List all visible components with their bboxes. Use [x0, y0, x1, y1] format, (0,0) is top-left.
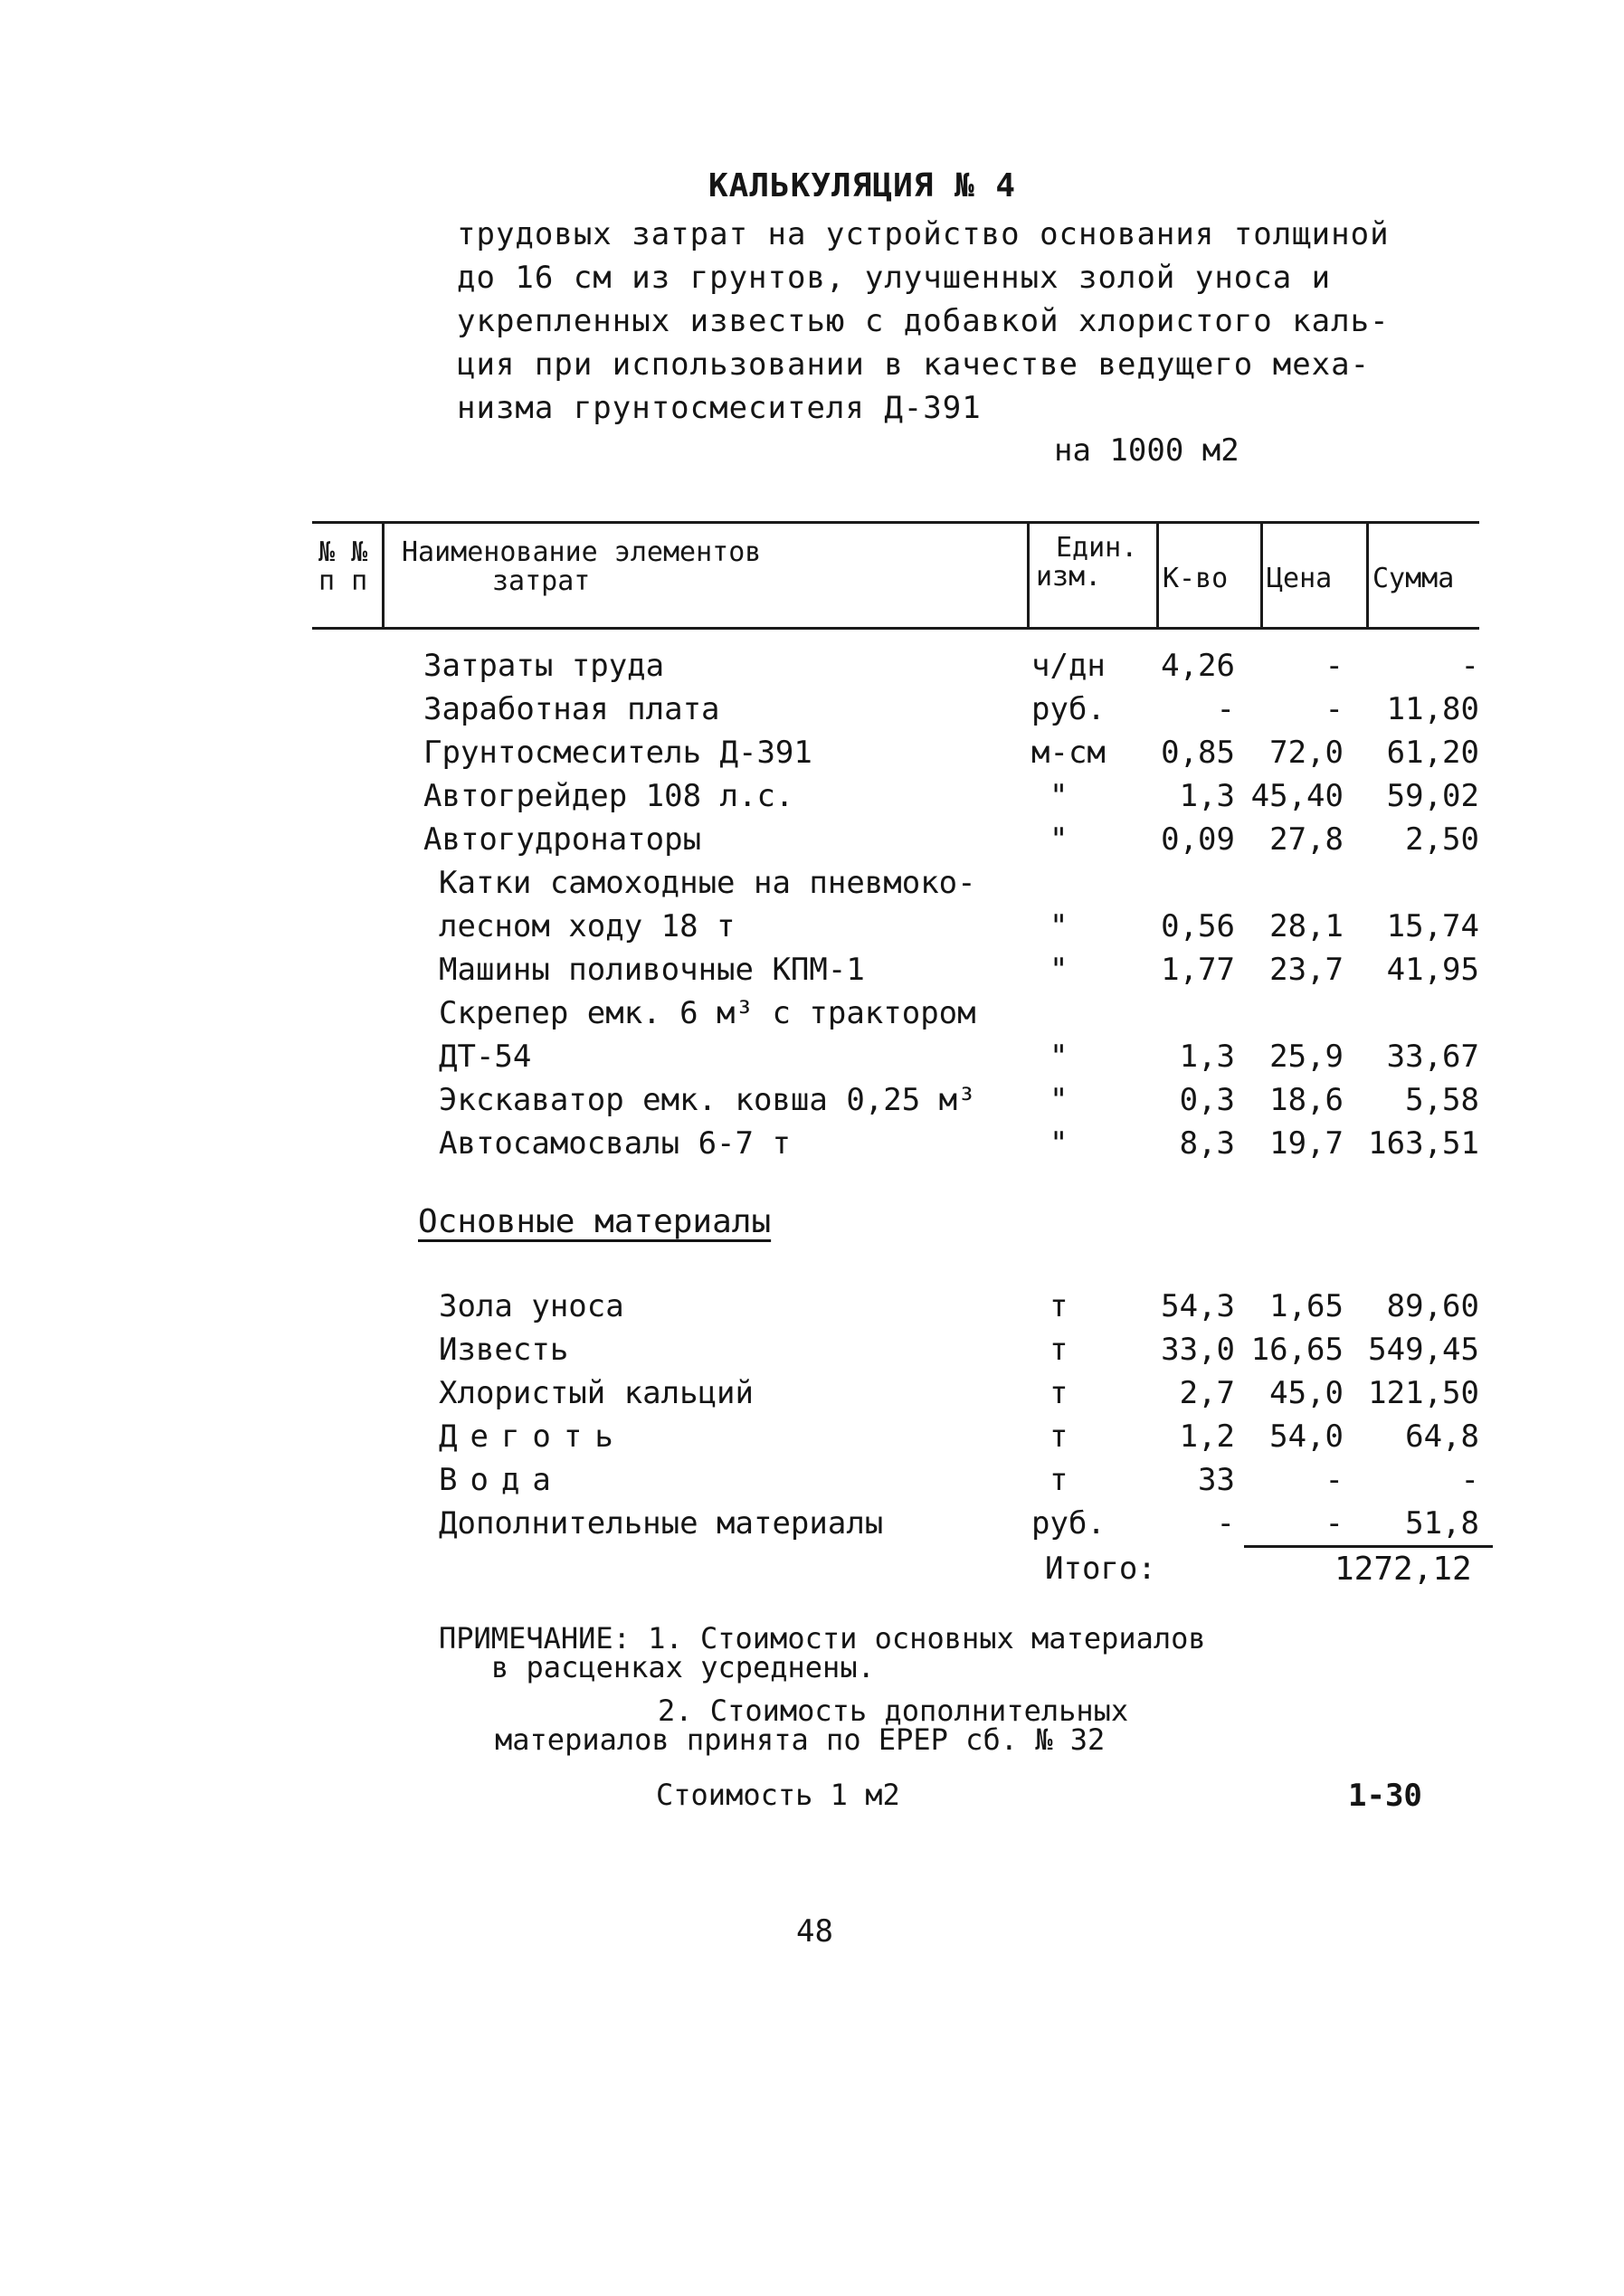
- unit-cost-label: Стоимость 1 м2: [656, 1778, 900, 1812]
- row-unit: т: [1049, 1332, 1068, 1368]
- row-name: Зола уноса: [439, 1288, 624, 1324]
- row-unit: ": [1049, 778, 1068, 814]
- row-sum: 163,51: [1368, 1125, 1479, 1162]
- table-row: [0, 1288, 1624, 1332]
- row-price: 16,65: [1250, 1332, 1344, 1368]
- table-row: [0, 735, 1624, 778]
- table-row: [0, 1505, 1624, 1549]
- table-row: [0, 1039, 1624, 1082]
- row-qty: 33,0: [1161, 1332, 1235, 1368]
- subtitle-line: укрепленных известью с добавкой хлористого каль-: [457, 303, 1390, 339]
- materials-heading: Основные материалы: [418, 1203, 772, 1240]
- row-price: 28,1: [1269, 908, 1344, 944]
- row-sum: 89,60: [1386, 1288, 1479, 1324]
- row-qty: 4,26: [1161, 648, 1235, 684]
- row-qty: 0,3: [1179, 1082, 1235, 1118]
- subtitle-line: низма грунтосмесителя Д-391: [457, 390, 982, 426]
- total-rule: [1244, 1545, 1493, 1548]
- row-name: Катки самоходные на пневмоко-: [439, 865, 976, 901]
- row-unit: ": [1049, 1125, 1068, 1162]
- row-name: Автогрейдер 108 л.с.: [423, 778, 794, 814]
- table-row: [0, 1332, 1624, 1375]
- subtitle-line: ция при использовании в качестве ведущего меха-: [457, 346, 1371, 383]
- row-name: ДТ-54: [439, 1039, 532, 1075]
- row-qty: -: [1216, 691, 1235, 727]
- row-name: Заработная плата: [423, 691, 720, 727]
- calculation-basis: на 1000 м2: [1054, 432, 1239, 469]
- row-name: Деготь: [439, 1418, 626, 1455]
- row-price: -: [1325, 648, 1344, 684]
- row-sum: 64,8: [1405, 1418, 1479, 1455]
- row-unit: ": [1049, 908, 1068, 944]
- row-name: Известь: [439, 1332, 569, 1368]
- row-unit: руб.: [1031, 1505, 1106, 1542]
- row-price: -: [1325, 1462, 1344, 1498]
- row-name: Вода: [439, 1462, 564, 1498]
- row-sum: -: [1460, 1462, 1479, 1498]
- row-unit: ": [1049, 821, 1068, 858]
- column-divider: [1366, 521, 1369, 630]
- row-unit: ч/дн: [1031, 648, 1106, 684]
- table-row: [0, 952, 1624, 995]
- header-number: № № п п: [318, 536, 368, 597]
- row-name: лесном ходу 18 т: [439, 908, 736, 944]
- page-number: 48: [796, 1913, 833, 1950]
- note-2: 2. Стоимость дополнительных материалов принята по ЕРЕР сб. № 32: [495, 1694, 1129, 1757]
- table-header-rule: [312, 627, 1479, 630]
- column-divider: [382, 521, 385, 630]
- row-price: 45,0: [1269, 1375, 1344, 1411]
- row-name: Автогудронаторы: [423, 821, 702, 858]
- table-row: [0, 648, 1624, 691]
- row-price: 18,6: [1269, 1082, 1344, 1118]
- header-qty: К-во: [1163, 563, 1229, 594]
- row-qty: 8,3: [1179, 1125, 1235, 1162]
- row-sum: 33,67: [1386, 1039, 1479, 1075]
- row-name: Хлористый кальций: [439, 1375, 754, 1411]
- row-qty: 33: [1198, 1462, 1235, 1498]
- row-unit: ": [1049, 1039, 1068, 1075]
- row-qty: 0,56: [1161, 908, 1235, 944]
- header-name: Наименование элементов затрат: [402, 536, 762, 597]
- subtitle-line: трудовых затрат на устройство основания толщиной: [457, 216, 1390, 252]
- unit-cost-value: 1-30: [1348, 1778, 1422, 1814]
- row-sum: 15,74: [1386, 908, 1479, 944]
- row-qty: 0,85: [1161, 735, 1235, 771]
- row-sum: 41,95: [1386, 952, 1479, 988]
- column-divider: [1156, 521, 1159, 630]
- table-row: [0, 1375, 1624, 1418]
- row-sum: -: [1460, 648, 1479, 684]
- row-sum: 11,80: [1386, 691, 1479, 727]
- row-qty: 54,3: [1161, 1288, 1235, 1324]
- row-price: -: [1325, 691, 1344, 727]
- table-top-rule: [312, 521, 1479, 524]
- row-sum: 121,50: [1368, 1375, 1479, 1411]
- row-name: Автосамосвалы 6-7 т: [439, 1125, 791, 1162]
- row-qty: 0,09: [1161, 821, 1235, 858]
- table-row: [0, 1082, 1624, 1125]
- row-price: 45,40: [1250, 778, 1344, 814]
- column-divider: [1260, 521, 1263, 630]
- table-row: [0, 1462, 1624, 1505]
- row-name: Грунтосмеситель Д-391: [423, 735, 812, 771]
- row-qty: 1,2: [1179, 1418, 1235, 1455]
- row-price: 1,65: [1269, 1288, 1344, 1324]
- row-price: 54,0: [1269, 1418, 1344, 1455]
- row-name: Машины поливочные КПМ-1: [439, 952, 865, 988]
- row-price: 72,0: [1269, 735, 1344, 771]
- header-unit: Един. изм.: [1036, 532, 1138, 593]
- row-unit: руб.: [1031, 691, 1106, 727]
- note-1: ПРИМЕЧАНИЕ: 1. Стоимости основных материалов в расценках усреднены.: [439, 1621, 1206, 1684]
- row-qty: 2,7: [1179, 1375, 1235, 1411]
- table-row: [0, 821, 1624, 865]
- row-qty: 1,3: [1179, 778, 1235, 814]
- row-sum: 59,02: [1386, 778, 1479, 814]
- table-row: [0, 1418, 1624, 1462]
- row-price: 23,7: [1269, 952, 1344, 988]
- row-unit: т: [1049, 1418, 1068, 1455]
- row-qty: 1,77: [1161, 952, 1235, 988]
- table-row: [0, 691, 1624, 735]
- row-unit: м-см: [1031, 735, 1106, 771]
- table-row: [0, 778, 1624, 821]
- table-row: [0, 908, 1624, 952]
- row-unit: т: [1049, 1375, 1068, 1411]
- subtitle-line: до 16 см из грунтов, улучшенных золой уноса и: [457, 260, 1332, 296]
- row-qty: 1,3: [1179, 1039, 1235, 1075]
- row-price: 27,8: [1269, 821, 1344, 858]
- total-value: 1272,12: [1334, 1551, 1472, 1588]
- row-name: Затраты труда: [423, 648, 665, 684]
- row-price: -: [1325, 1505, 1344, 1542]
- row-unit: т: [1049, 1288, 1068, 1324]
- row-sum: 5,58: [1405, 1082, 1479, 1118]
- row-unit: т: [1049, 1462, 1068, 1498]
- document-subtitle: [457, 213, 1390, 430]
- document-title: КАЛЬКУЛЯЦИЯ № 4: [708, 167, 1017, 204]
- header-sum: Сумма: [1372, 563, 1455, 594]
- total-label: Итого:: [1045, 1551, 1156, 1587]
- row-name: Дополнительные материалы: [439, 1505, 884, 1542]
- header-price: Цена: [1267, 563, 1333, 594]
- row-sum: 2,50: [1405, 821, 1479, 858]
- table-row: [0, 1125, 1624, 1169]
- row-sum: 549,45: [1368, 1332, 1479, 1368]
- row-name: Скрепер емк. 6 м³ с трактором: [439, 995, 976, 1031]
- table-row: [0, 995, 1624, 1039]
- row-name: Экскаватор емк. ковша 0,25 м³: [439, 1082, 976, 1118]
- row-unit: ": [1049, 952, 1068, 988]
- table-row: [0, 865, 1624, 908]
- row-sum: 51,8: [1405, 1505, 1479, 1542]
- row-sum: 61,20: [1386, 735, 1479, 771]
- column-divider: [1027, 521, 1030, 630]
- row-price: 19,7: [1269, 1125, 1344, 1162]
- row-unit: ": [1049, 1082, 1068, 1118]
- row-qty: -: [1216, 1505, 1235, 1542]
- row-price: 25,9: [1269, 1039, 1344, 1075]
